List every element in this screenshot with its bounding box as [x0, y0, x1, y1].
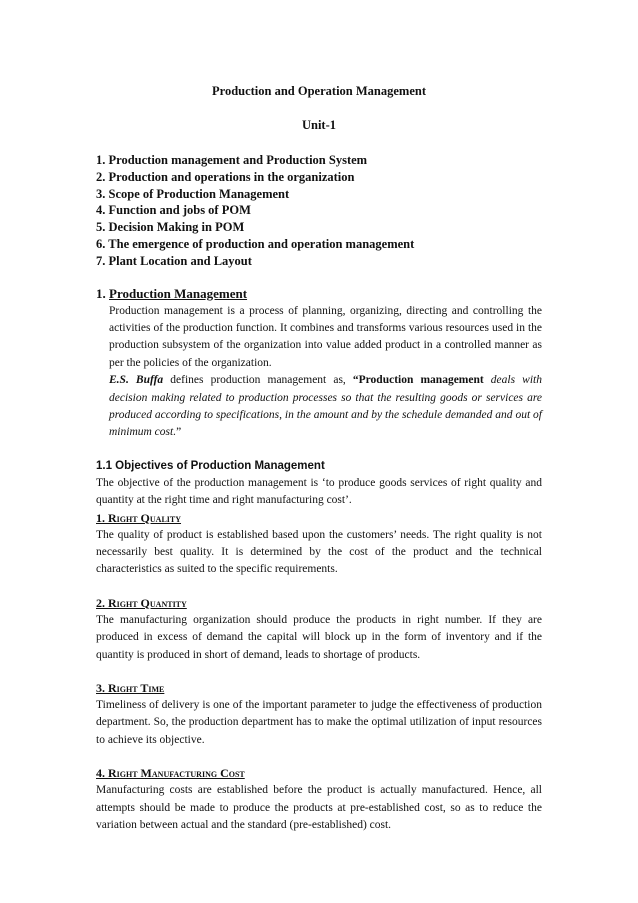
subsection-heading: 1.1 Objectives of Production Management	[96, 459, 325, 472]
quote-body: deals with decision making related to production processes so that the resulting goods or services are produced according to specifications, in the amount and by the schedule demanded and out of minimum cost.	[109, 374, 542, 439]
objective-heading	[96, 595, 542, 612]
toc-item: 7. Plant Location and Layout	[96, 253, 252, 268]
objective-text: Timeliness of delivery is one of the important parameter to judge the effectiveness of production department. So, the production department has to make the optimal utilization of input resources to achieve its objective.	[96, 699, 542, 746]
definition-lead: defines production management as,	[163, 374, 353, 387]
buffa-definition	[109, 372, 542, 442]
objective-heading	[96, 680, 542, 697]
toc-item: 6. The emergence of production and operation management	[96, 236, 415, 251]
objective-text: The manufacturing organization should produce the products in right number. If they are produced in excess of demand the capital will block up in the form of inventory and if the quantity is produced in short of demand, leads to shortage of products.	[96, 613, 542, 661]
objective-title: 1. Right Quality	[96, 510, 182, 525]
section-number: 1.	[96, 285, 109, 301]
table-of-contents	[96, 152, 542, 270]
quote-close: ”	[176, 426, 182, 439]
definition-paragraph: Production management is a process of planning, organizing, directing and controlling the activities of the production function. It combines and transforms various resources used in the production subsystem of the organization into value added product in a controlled manner as per the policies of the organization.	[109, 304, 542, 369]
section-heading	[96, 285, 542, 303]
objective-title: 4. Right Manufacturing Cost	[96, 766, 245, 781]
toc-item: 5. Decision Making in POM	[96, 220, 245, 235]
section-body	[109, 303, 542, 442]
toc-item: 3. Scope of Production Management	[96, 186, 290, 201]
objective-text: Manufacturing costs are established before the product is actually manufactured. Hence, all attempts should be made to produce the products at pre-established cost, so as to reduce the variation between actual and the standard (pre-established) cost.	[96, 784, 542, 832]
objective-heading	[96, 510, 542, 527]
quote-term: “Production management	[352, 374, 484, 387]
unit-label: Unit-1	[301, 118, 337, 132]
section-title: Production Management	[109, 285, 248, 301]
objectives-intro: The objective of the production management is ‘to produce goods services of right quality and quantity at the right time and right manufacturing cost’.	[96, 476, 542, 507]
objective-text: The quality of product is established based upon the customers’ needs. The right quality is not necessarily best quality. It is determined by the cost of the product and the technical characteristics as suited to the specific requirements.	[96, 528, 542, 576]
toc-item: 1. Production management and Production System	[96, 153, 368, 167]
objective-title: 3. Right Time	[96, 681, 165, 696]
objective-heading	[96, 765, 542, 782]
document-page	[96, 82, 542, 835]
toc-item: 2. Production and operations in the organization	[96, 169, 355, 184]
objective-title: 2. Right Quantity	[96, 595, 187, 610]
author-name: E.S. Buffa	[109, 374, 164, 387]
toc-item: 4. Function and jobs of POM	[96, 203, 251, 218]
document-title: Production and Operation Management	[211, 84, 426, 98]
